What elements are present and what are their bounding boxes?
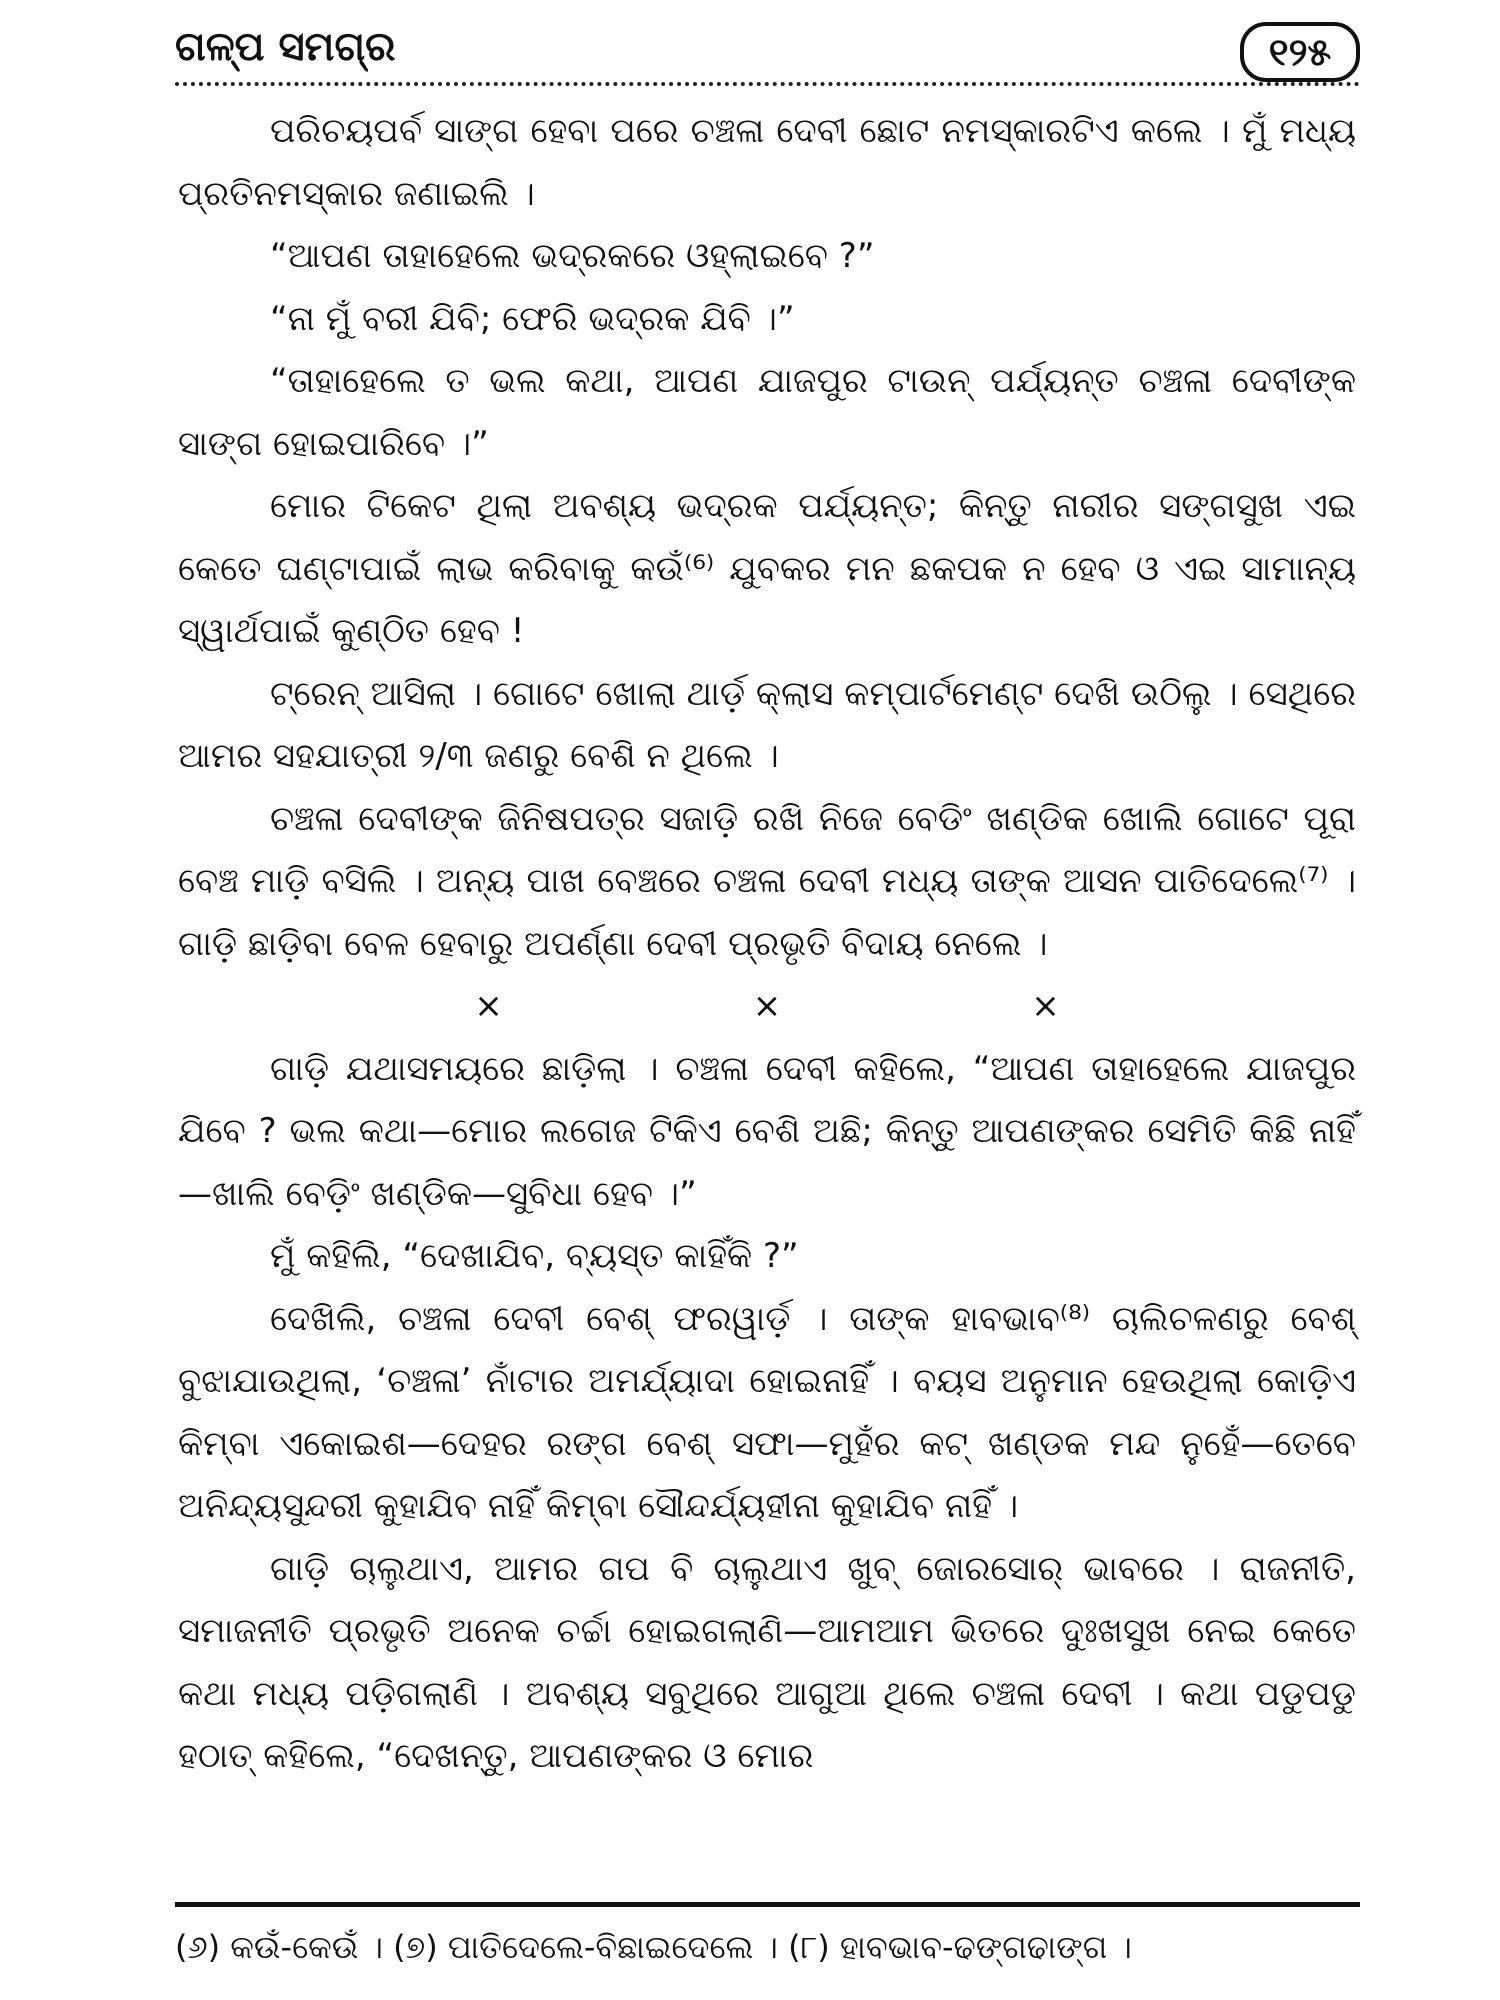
running-title: ଗଳ୍ପ ସମଗ୍ର (175, 24, 396, 70)
footnotes: (୬) କଉଁ-କେଉଁ । (୭) ପାତିଦେଲେ-ବିଛାଇଦେଲେ । (୮) ହାବଭାବ-ଢଙ୍ଗଢାଙ୍ଗ । (175, 1928, 1132, 1966)
separator-mark: × (474, 986, 503, 1026)
separator-mark: × (752, 986, 782, 1026)
paragraph: ପରିଚୟପର୍ବ ସାଙ୍ଗ ହେବା ପରେ ଚଞ୍ଚଳା ଦେବୀ ଛୋଟ ନମସ୍କାରଟିଏ କଲେ । ମୁଁ ମଧ୍ୟ ପ୍ରତିନମସ୍କାର ଜଣାଇଲି । (178, 111, 1356, 214)
paragraph: ଗାଡ଼ି ଯଥାସମୟରେ ଛାଡ଼ିଲା । ଚଞ୍ଚଳା ଦେବୀ କହିଲେ, “ଆପଣ ତାହାହେଲେ ଯାଜପୁର ଯିବେ ? ଭଲ କଥା—ମୋର ଲଗେଜ ଟିକିଏ ବେଶି ଅଛି; କିନ୍ତୁ ଆପଣଙ୍କର ସେମିତି କିଛି ନାହିଁ—ଖାଲି ବେଡ଼ିଂ ଖଣ୍ଡିକ—ସୁବିଧା ହେବ ।” (178, 1048, 1356, 1214)
paragraph: ଚଞ୍ଚଳା ଦେବୀଙ୍କ ଜିନିଷପତ୍ର ସଜାଡ଼ି ରଖି ନିଜେ ବେଡିଂ ଖଣ୍ଡିକ ଖୋଲି ଗୋଟେ ପୂରା ବେଞ୍ଚ ମାଡ଼ି ବସିଲି । ଅନ୍ୟ ପାଖ ବେଞ୍ଚରେ ଚଞ୍ଚଳା ଦେବୀ ମଧ୍ୟ ତାଙ୍କ ଆସନ ପାତିଦେଲେ⁽⁷⁾ । ଗାଡ଼ି ଛାଡ଼ିବା ବେଳ ହେବାରୁ ଅପର୍ଣ୍ଣା ଦେବୀ ପ୍ରଭୃତି ବିଦାୟ ନେଲେ । (178, 798, 1356, 964)
paragraph: “ଆପଣ ତାହାହେଲେ ଭଦ୍ରକରେ ଓହ୍ଲାଇବେ ?” (270, 236, 875, 276)
page-number: ୧୨୫ (1240, 22, 1360, 82)
paragraph: ଟ୍ରେନ୍ ଆସିଲା । ଗୋଟେ ଖୋଲା ଥାର୍ଡ଼ କ୍ଲାସ କମ୍ପାର୍ଟମେଣ୍ଟ ଦେଖି ଉଠିଲୁ । ସେଥିରେ ଆମର ସହଯାତ୍ରୀ ୨/୩ ଜଣରୁ ବେଶି ନ ଥିଲେ । (178, 673, 1356, 776)
body-text (178, 100, 1356, 1788)
paragraph: “ତାହାହେଲେ ତ ଭଲ କଥା, ଆପଣ ଯାଜପୁର ଟାଉନ୍ ପର୍ଯ୍ୟନ୍ତ ଚଞ୍ଚଳା ଦେବୀଙ୍କ ସାଙ୍ଗ ହୋଇପାରିବେ ।” (178, 361, 1356, 464)
header-dotted-rule (175, 82, 1360, 86)
paragraph: ଗାଡ଼ି ଚାଲୁଥାଏ, ଆମର ଗପ ବି ଚାଲୁଥାଏ ଖୁବ୍ ଜୋରସୋର୍ ଭାବରେ । ରାଜନୀତି, ସମାଜନୀତି ପ୍ରଭୃତି ଅନେକ ଚର୍ଚ୍ଚା ହୋଇଗଲାଣି—ଆମଆମ ଭିତରେ ଦୁଃଖସୁଖ ନେଇ କେତେ କଥା ମଧ୍ୟ ପଡ଼ିଗଲାଣି । ଅବଶ୍ୟ ସବୁଥିରେ ଆଗୁଆ ଥିଲେ ଚଞ୍ଚଳା ଦେବୀ । କଥା ପଡୁପଡୁ ହଠାତ୍ କହିଲେ, “ଦେଖନ୍ତୁ, ଆପଣଙ୍କର ଓ ମୋର (178, 1548, 1356, 1776)
footnote-rule (175, 1902, 1360, 1907)
section-separator (178, 975, 1356, 1038)
paragraph: ଦେଖିଲି, ଚଞ୍ଚଳା ଦେବୀ ବେଶ୍ ଫରୱାର୍ଡ଼ । ତାଙ୍କ ହାବଭାବ⁽⁸⁾ ଚାଲିଚଳଣରୁ ବେଶ୍ ବୁଝାଯାଉଥିଲା, ‘ଚଞ୍ଚଳା’ ନାଁଟାର ଅମର୍ଯ୍ୟାଦା ହୋଇନାହିଁ । ବୟସ ଅନୁମାନ ହେଉଥିଲା କୋଡ଼ିଏ କିମ୍ବା ଏକୋଇଶ—ଦେହର ରଙ୍ଗ ବେଶ୍ ସଫା—ମୁହଁର କଟ୍ ଖଣ୍ଡକ ମନ୍ଦ ନୁହେଁ—ତେବେ ଅନିନ୍ଦ୍ୟସୁନ୍ଦରୀ କୁହାଯିବ ନାହିଁ କିମ୍ବା ସୌନ୍ଦର୍ଯ୍ୟହୀନା କୁହାଯିବ ନାହିଁ । (178, 1298, 1356, 1526)
paragraph: ମୁଁ କହିଲି, “ଦେଖାଯିବ, ବ୍ୟସ୍ତ କାହିଁକି ?” (270, 1236, 799, 1276)
paragraph: ମୋର ଟିକେଟ ଥିଲା ଅବଶ୍ୟ ଭଦ୍ରକ ପର୍ଯ୍ୟନ୍ତ; କିନ୍ତୁ ନାରୀର ସଙ୍ଗସୁଖ ଏଇ କେତେ ଘଣ୍ଟାପାଇଁ ଲାଭ କରିବାକୁ କଉଁ⁽⁶⁾ ଯୁବକର ମନ ଛକପକ ନ ହେବ ଓ ଏଇ ସାମାନ୍ୟ ସ୍ୱାର୍ଥପାଇଁ କୁଣ୍ଠିତ ହେବ ! (178, 486, 1356, 651)
page-header (175, 22, 1360, 82)
paragraph: “ନା ମୁଁ ବରୀ ଯିବି; ଫେରି ଭଦ୍ରକ ଯିବି ।” (270, 298, 795, 339)
separator-mark: × (1031, 986, 1060, 1026)
